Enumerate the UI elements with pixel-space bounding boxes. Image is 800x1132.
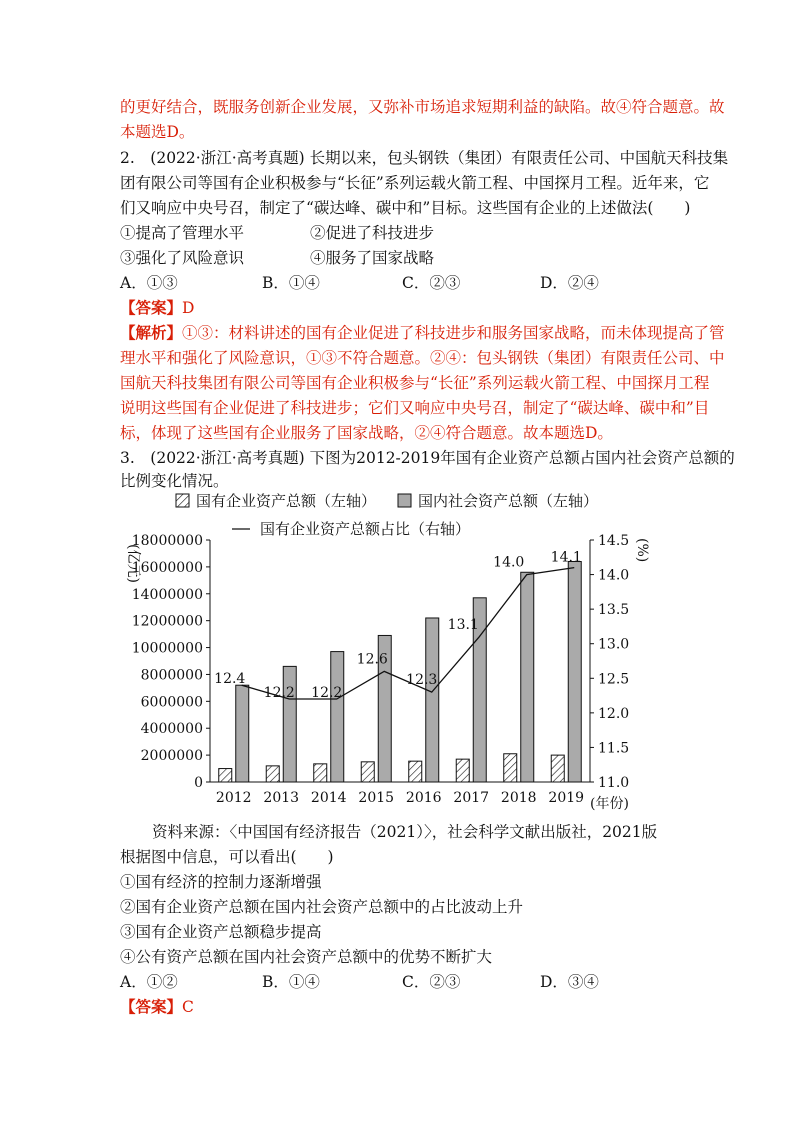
q3-stem-line-1: 3. (2022·浙江·高考真题) 下图为2012-2019年国有企业资产总额占国内社会资产总额的 (120, 449, 735, 467)
right-tick-label: 13.0 (598, 636, 630, 653)
left-tick-label: 8000000 (140, 667, 203, 684)
ratio-data-label: 12.3 (406, 672, 438, 689)
q3-choice-c: C．②③ (402, 973, 461, 991)
q2-analysis-line-1 (120, 323, 725, 343)
bar-soe-assets (456, 759, 469, 782)
right-axis-unit: (%) (634, 538, 650, 563)
ratio-data-label: 13.1 (447, 616, 479, 633)
q2-item-3: ③强化了风险意识 (120, 249, 245, 267)
q3-choice-a: A．①② (120, 973, 178, 991)
legend-label-soe: 国有企业资产总额（左轴） (196, 492, 377, 510)
left-tick-label: 10000000 (131, 640, 203, 657)
x-axis-label: (年份) (590, 796, 629, 812)
q3-choice-b: B．①④ (262, 973, 320, 991)
bar-soe-assets (551, 755, 564, 782)
right-tick-label: 12.5 (598, 671, 630, 688)
ratio-data-label: 12.6 (356, 651, 388, 668)
left-tick-label: 6000000 (140, 694, 203, 711)
bar-society-assets (521, 572, 534, 782)
prev-analysis-line-1: 的更好结合，既服务创新企业发展，又弥补市场追求短期利益的缺陷。故④符合题意。故 (120, 98, 725, 116)
bar-soe-assets (219, 769, 232, 782)
x-tick-label: 2016 (405, 790, 442, 806)
left-tick-label: 0 (194, 775, 203, 791)
q2-analysis-line-2: 理水平和强化了风险意识，①③不符合题意。②④：包头钢铁（集团）有限责任公司、中 (120, 349, 725, 367)
q2-analysis-line-3: 国航天科技集团有限公司等国有企业积极参与“长征”系列运载火箭工程、中国探月工程 (120, 374, 710, 392)
x-tick-label: 2018 (500, 790, 537, 806)
q2-answer-value: D (182, 299, 195, 317)
bar-soe-assets (266, 766, 279, 782)
q3-item-4: ④公有资产总额在国内社会资产总额中的优势不断扩大 (120, 948, 493, 966)
x-tick-label: 2014 (310, 790, 347, 806)
left-tick-label: 16000000 (131, 559, 203, 576)
x-tick-label: 2017 (453, 790, 490, 806)
left-tick-label: 4000000 (140, 721, 203, 738)
right-tick-label: 11.5 (598, 740, 630, 757)
legend-label-society: 国内社会资产总额（左轴） (418, 492, 599, 510)
ratio-data-label: 14.0 (493, 554, 525, 571)
left-tick-label: 2000000 (140, 748, 203, 765)
right-tick-label: 13.5 (598, 602, 630, 619)
ratio-data-label: 12.2 (263, 685, 295, 702)
bar-soe-assets (361, 762, 374, 782)
q2-stem-line-2: 团有限公司等国有企业积极参与“长征”系列运载火箭工程、中国探月工程。近年来，它 (120, 174, 710, 192)
legend-label-ratio: 国有企业资产总额占比（右轴） (260, 520, 471, 538)
q3-item-2: ②国有企业资产总额在国内社会资产总额中的占比波动上升 (120, 898, 524, 916)
q3-answer-value: C (182, 998, 194, 1016)
q2-choice-a: A．①③ (120, 274, 178, 292)
x-tick-label: 2015 (358, 790, 395, 806)
bar-society-assets (236, 685, 249, 782)
q3-answer-label: 【答案】 (120, 997, 183, 1016)
q2-choice-c: C．②③ (402, 274, 461, 292)
ratio-data-label: 14.1 (550, 549, 582, 566)
q2-choice-b: B．①④ (262, 274, 320, 292)
q3-choice-d: D．③④ (540, 973, 599, 991)
q2-stem-line-1: 2. (2022·浙江·高考真题) 长期以来，包头钢铁（集团）有限责任公司、中国航天科技集 (120, 149, 729, 167)
q2-item-4: ④服务了国家战略 (310, 249, 435, 267)
q2-choice-d: D．②④ (540, 274, 599, 292)
q2-analysis-label: 【解析】 (120, 323, 183, 342)
q3-prompt: 根据图中信息，可以看出( ) (120, 848, 334, 866)
bar-society-assets (331, 652, 344, 782)
bar-society-assets (283, 666, 296, 782)
asset-ratio-chart (120, 486, 680, 816)
x-tick-label: 2012 (215, 790, 252, 806)
bar-society-assets (568, 562, 581, 782)
prev-analysis-line-2: 本题选D。 (120, 123, 195, 141)
legend-swatch-society (398, 494, 411, 507)
q2-item-2: ②促进了科技进步 (310, 224, 435, 242)
left-axis-unit: (亿元) (125, 544, 141, 583)
q3-item-1: ①国有经济的控制力逐渐增强 (120, 873, 322, 891)
x-tick-label: 2013 (263, 790, 300, 806)
q2-answer (120, 298, 194, 318)
q3-answer (120, 997, 194, 1017)
q3-source: 资料来源：〈中国国有经济报告（2021）〉，社会科学文献出版社，2021版 (152, 823, 658, 841)
q2-analysis-text-1: ①③：材料讲述的国有企业促进了科技进步和服务国家战略，而未体现提高了管 (182, 324, 725, 342)
q2-answer-label: 【答案】 (120, 298, 183, 317)
q3-item-3: ③国有企业资产总额稳步提高 (120, 923, 322, 941)
x-tick-label: 2019 (548, 790, 585, 806)
right-tick-label: 12.0 (598, 705, 630, 722)
right-tick-label: 14.5 (598, 533, 630, 549)
ratio-data-label: 12.2 (311, 685, 343, 702)
left-tick-label: 18000000 (131, 533, 203, 549)
legend-swatch-soe (176, 494, 189, 507)
q2-analysis-line-4: 说明这些国有企业促进了科技进步；它们又响应中央号召，制定了“碳达峰、碳中和”目 (120, 399, 710, 417)
left-tick-label: 12000000 (131, 613, 203, 630)
q3-stem-line-2: 比例变化情况。 (120, 472, 229, 490)
bar-soe-assets (409, 761, 422, 782)
bar-society-assets (426, 618, 439, 782)
right-tick-label: 14.0 (598, 567, 630, 584)
right-tick-label: 11.0 (598, 775, 630, 791)
ratio-data-label: 12.4 (214, 671, 246, 688)
left-tick-label: 14000000 (131, 586, 203, 603)
q2-analysis-line-5: 标，体现了这些国有企业服务了国家战略，②④符合题意。故本题选D。 (120, 424, 613, 442)
bar-soe-assets (504, 754, 517, 782)
q2-stem-line-3: 们又响应中央号召，制定了“碳达峰、碳中和”目标。这些国有企业的上述做法( ) (120, 199, 691, 217)
plot-area (132, 533, 629, 806)
bar-soe-assets (314, 764, 327, 782)
q2-item-1: ①提高了管理水平 (120, 224, 245, 242)
